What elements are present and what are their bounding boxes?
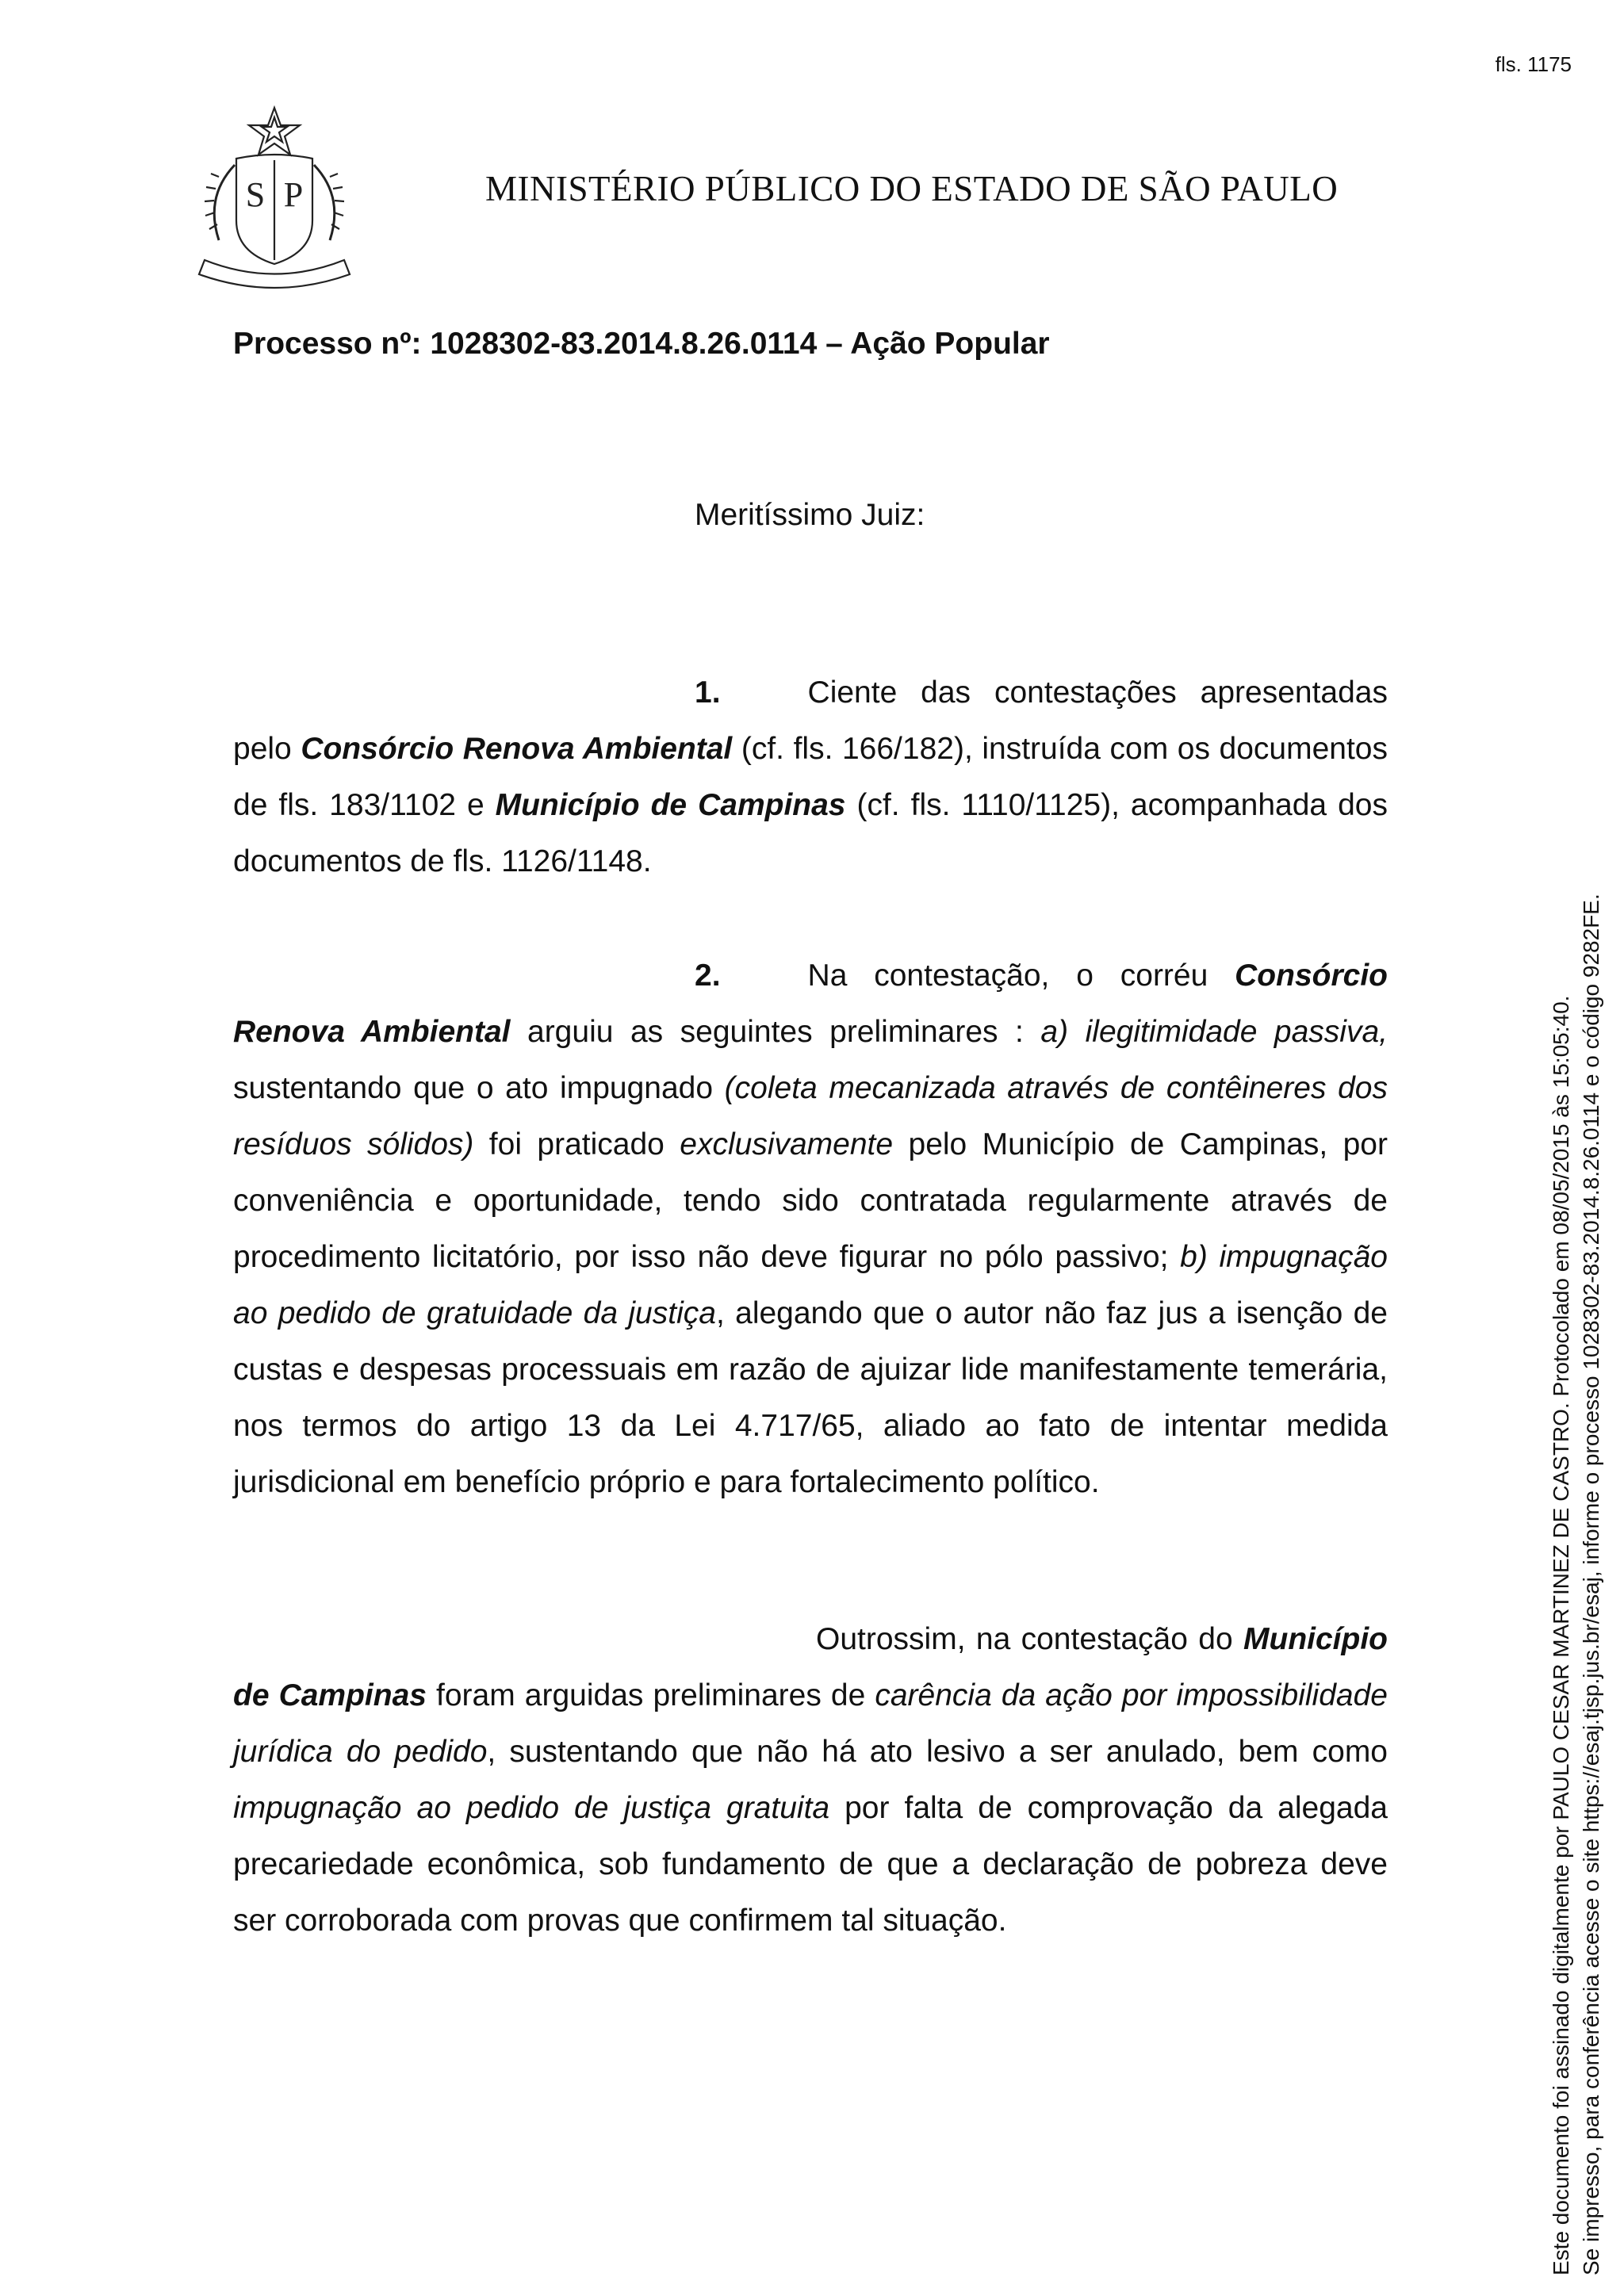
digital-signature-note	[1546, 894, 1607, 2275]
paragraph-2: 2. Na contestação, o corréu Consórcio Renova Ambiental arguiu as seguintes preliminares : a) ilegitimidade passiva, sustentando que o ato impugnado (coleta mecanizada através de contêineres dos resíduos sólidos) foi praticado exclusivamente pelo Município de Campinas, por conveniência e oportunidade, tendo sido contratada regularmente através de procedimento licitatório, por isso não deve figurar no pólo passivo; b) impugnação ao pedido de gratuidade da justiça, alegando que o autor não faz jus a isenção de custas e despesas processuais em razão de ajuizar lide manifestamente temerária, nos termos do artigo 13 da Lei 4.717/65, aliado ao fato de intentar medida jurisdicional em benefício próprio e para fortalecimento político.	[233, 959, 1388, 1499]
signature-line: Este documento foi assinado digitalmente por PAULO CESAR MARTINEZ DE CASTRO. Protocolado em 08/05/2015 às 15:05:40.	[1549, 995, 1573, 2275]
salutation: Meritíssimo Juiz:	[695, 498, 925, 532]
verification-line: Se impresso, para conferência acesse o site https://esaj.tjsp.jus.br/esaj, informe o processo 1028302-83.2014.8.26.0114 e o código 9282FE.	[1579, 894, 1603, 2275]
page-number: fls. 1175	[1495, 52, 1572, 76]
coat-of-arms-icon	[187, 101, 362, 292]
institution-title: MINISTÉRIO PÚBLICO DO ESTADO DE SÃO PAULO	[485, 169, 1339, 209]
seal-monogram-s: S	[245, 175, 266, 214]
paragraph-number: 1.	[695, 675, 721, 710]
seal-monogram-p: P	[283, 175, 304, 214]
paragraph-3: Outrossim, na contestação do Município de Campinas foram arguidas preliminares de carência da ação por impossibilidade jurídica do pedido, sustentando que não há ato lesivo a ser anulado, bem como impugnação ao pedido de justiça gratuita por falta de comprovação da alegada precariedade econômica, sob fundamento de que a declaração de pobreza deve ser corroborada com provas que confirmem tal situação.	[233, 1622, 1388, 1938]
process-number: Processo nº: 1028302-83.2014.8.26.0114 – Ação Popular	[233, 327, 1050, 361]
paragraph-1: 1. Ciente das contestações apresentadas pelo Consórcio Renova Ambiental (cf. fls. 166/182), instruída com os documentos de fls. 183/1102 e Município de Campinas (cf. fls. 1110/1125), acompanhada dos documentos de fls. 1126/1148.	[233, 675, 1388, 878]
paragraph-number: 2.	[695, 959, 721, 993]
